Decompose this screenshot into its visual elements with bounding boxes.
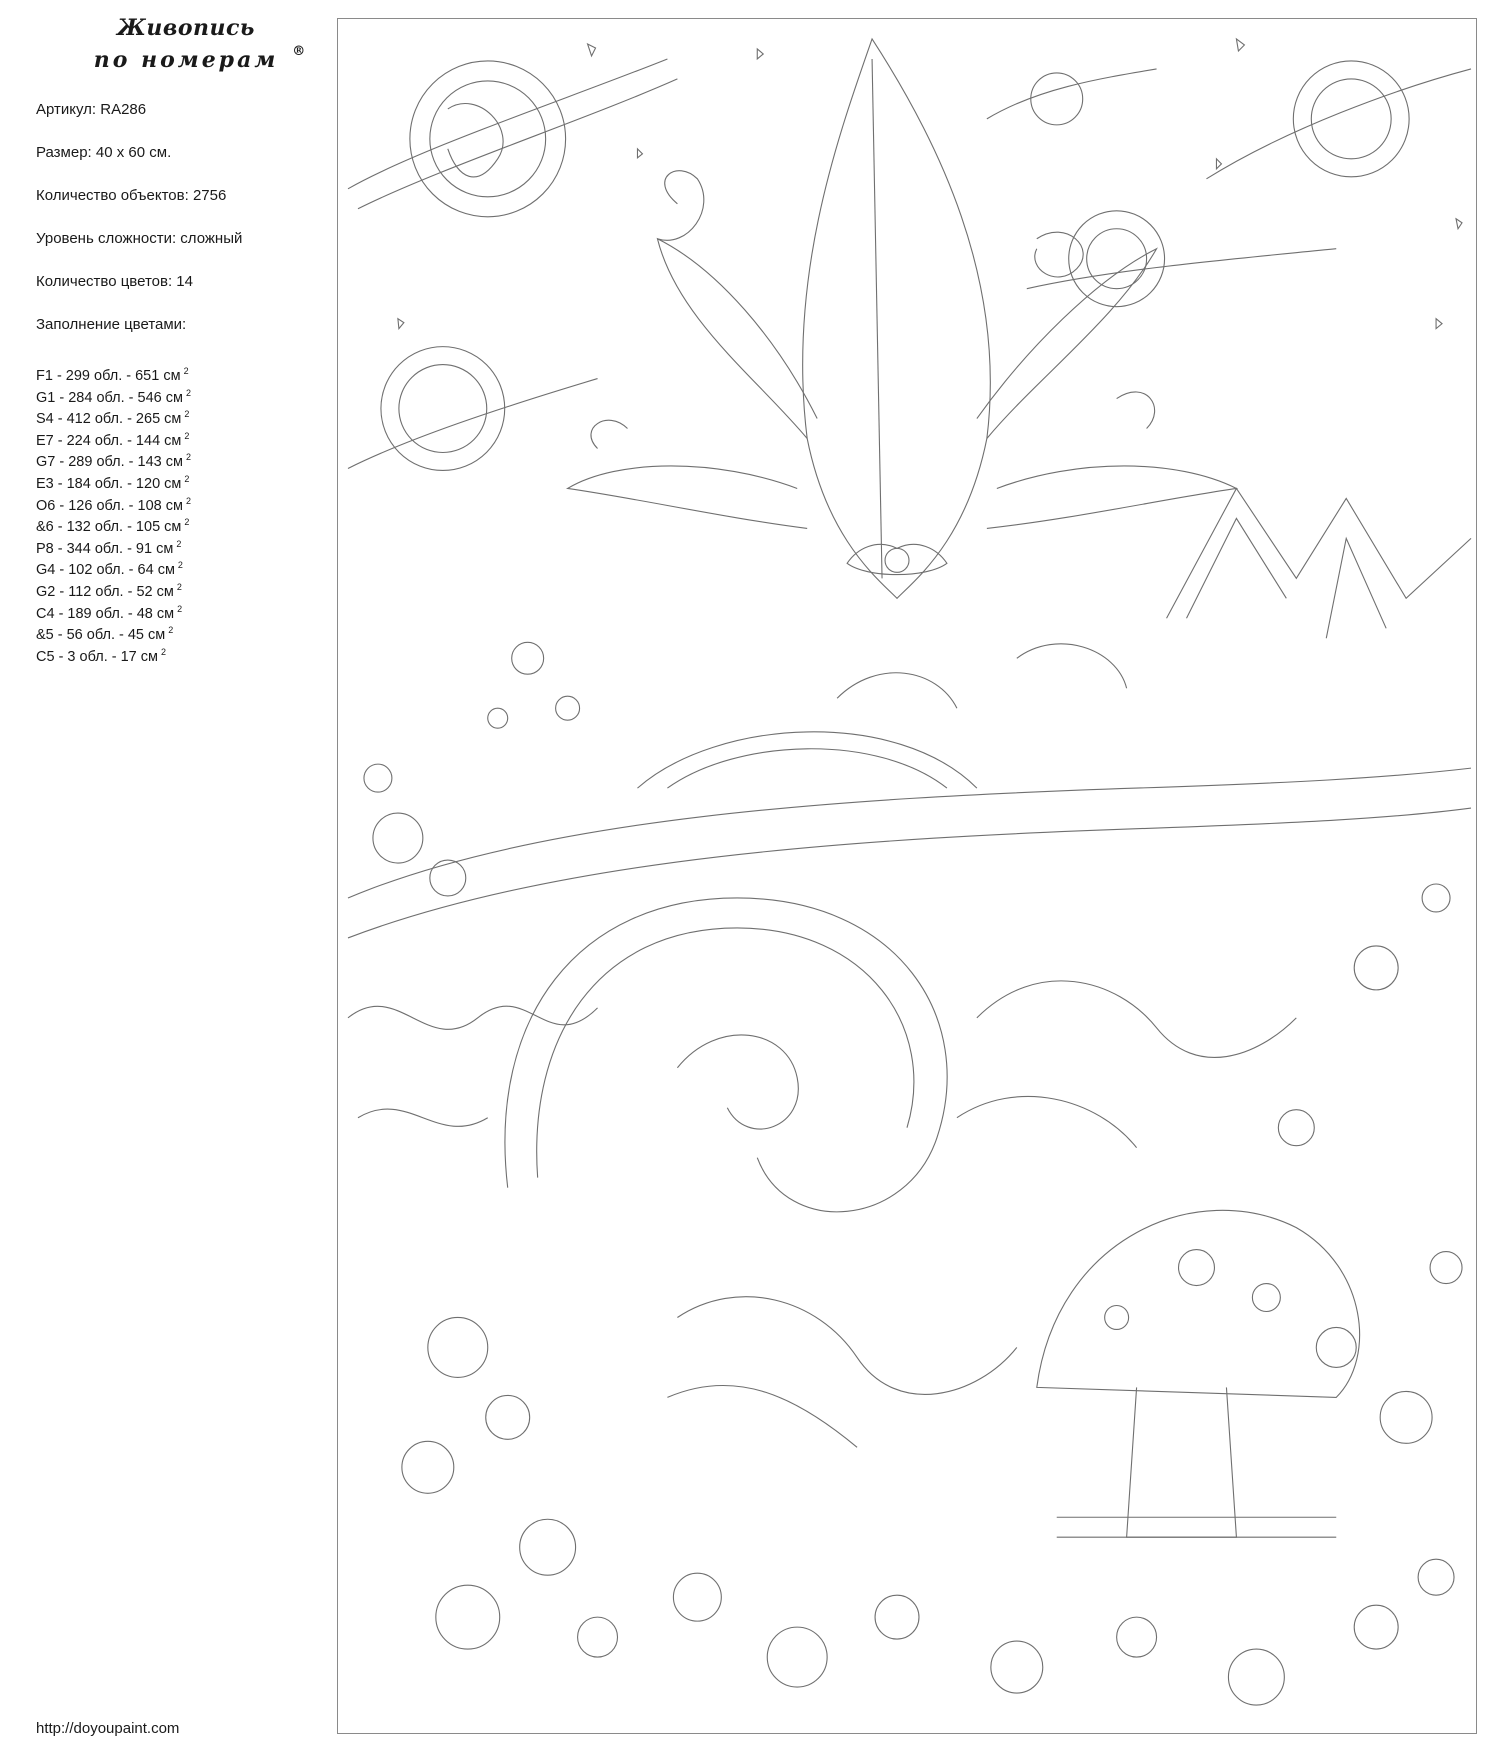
color-fill-item: &5 - 56 обл. - 45 см $^2$ (36, 625, 174, 644)
color-fill-item: G1 - 284 обл. - 546 см $^2$ (36, 387, 191, 406)
color-fill-item: E7 - 224 обл. - 144 см $^2$ (36, 430, 190, 449)
color-fill-item: S4 - 412 обл. - 265 см $^2$ (36, 409, 190, 428)
line-art-canvas (337, 18, 1477, 1734)
difficulty-level: Уровень сложности: сложный (36, 230, 243, 247)
brand-logo (86, 12, 309, 76)
brand-line-2 (93, 44, 309, 76)
specks (398, 39, 1462, 329)
planet-top-left (348, 59, 677, 217)
website-url: http://doyoupaint.com (36, 1720, 180, 1737)
planet-left-mid (348, 347, 598, 471)
line-art-drawing (338, 19, 1476, 1733)
splashes (348, 644, 1296, 1448)
registered-mark: ® (292, 44, 309, 59)
color-fill-item: O6 - 126 обл. - 108 см $^2$ (36, 495, 191, 514)
central-leaf (568, 39, 1237, 598)
colors-count: Количество цветов: 14 (36, 273, 193, 290)
article-number: Артикул: RA286 (36, 101, 147, 118)
color-fill-item: G7 - 289 обл. - 143 см $^2$ (36, 452, 191, 471)
color-fill-item: G2 - 112 обл. - 52 см $^2$ (36, 581, 182, 600)
planet-right-mid (1027, 211, 1336, 307)
canvas-size: Размер: 40 х 60 см. (36, 144, 172, 161)
ornament-scrolls (591, 171, 1155, 449)
color-fill-item: C5 - 3 обл. - 17 см $^2$ (36, 646, 166, 665)
bubbles (364, 642, 1462, 1705)
color-fill-item: E3 - 184 обл. - 120 см $^2$ (36, 473, 190, 492)
color-fill-item: G4 - 102 обл. - 64 см $^2$ (36, 560, 183, 579)
planet-top-mid (987, 69, 1157, 125)
objects-count: Количество объектов: 2756 (36, 187, 227, 204)
color-fill-item: P8 - 344 обл. - 91 см $^2$ (36, 538, 182, 557)
horizon-sun (348, 732, 1471, 938)
color-fill-item: &6 - 132 обл. - 105 см $^2$ (36, 517, 190, 536)
fill-heading: Заполнение цветами: (36, 316, 187, 333)
brand-line-1: Живопись (117, 15, 255, 41)
color-fill-list (36, 361, 191, 663)
mushroom (1037, 1210, 1360, 1537)
color-fill-item: C4 - 189 обл. - 48 см $^2$ (36, 603, 183, 622)
brand-line-2-text: по номерам (93, 47, 279, 73)
mountains-right (1167, 488, 1471, 638)
color-fill-item: F1 - 299 обл. - 651 см $^2$ (36, 366, 189, 384)
planet-top-right (1206, 61, 1471, 179)
product-meta (36, 100, 242, 358)
wave (505, 898, 947, 1212)
